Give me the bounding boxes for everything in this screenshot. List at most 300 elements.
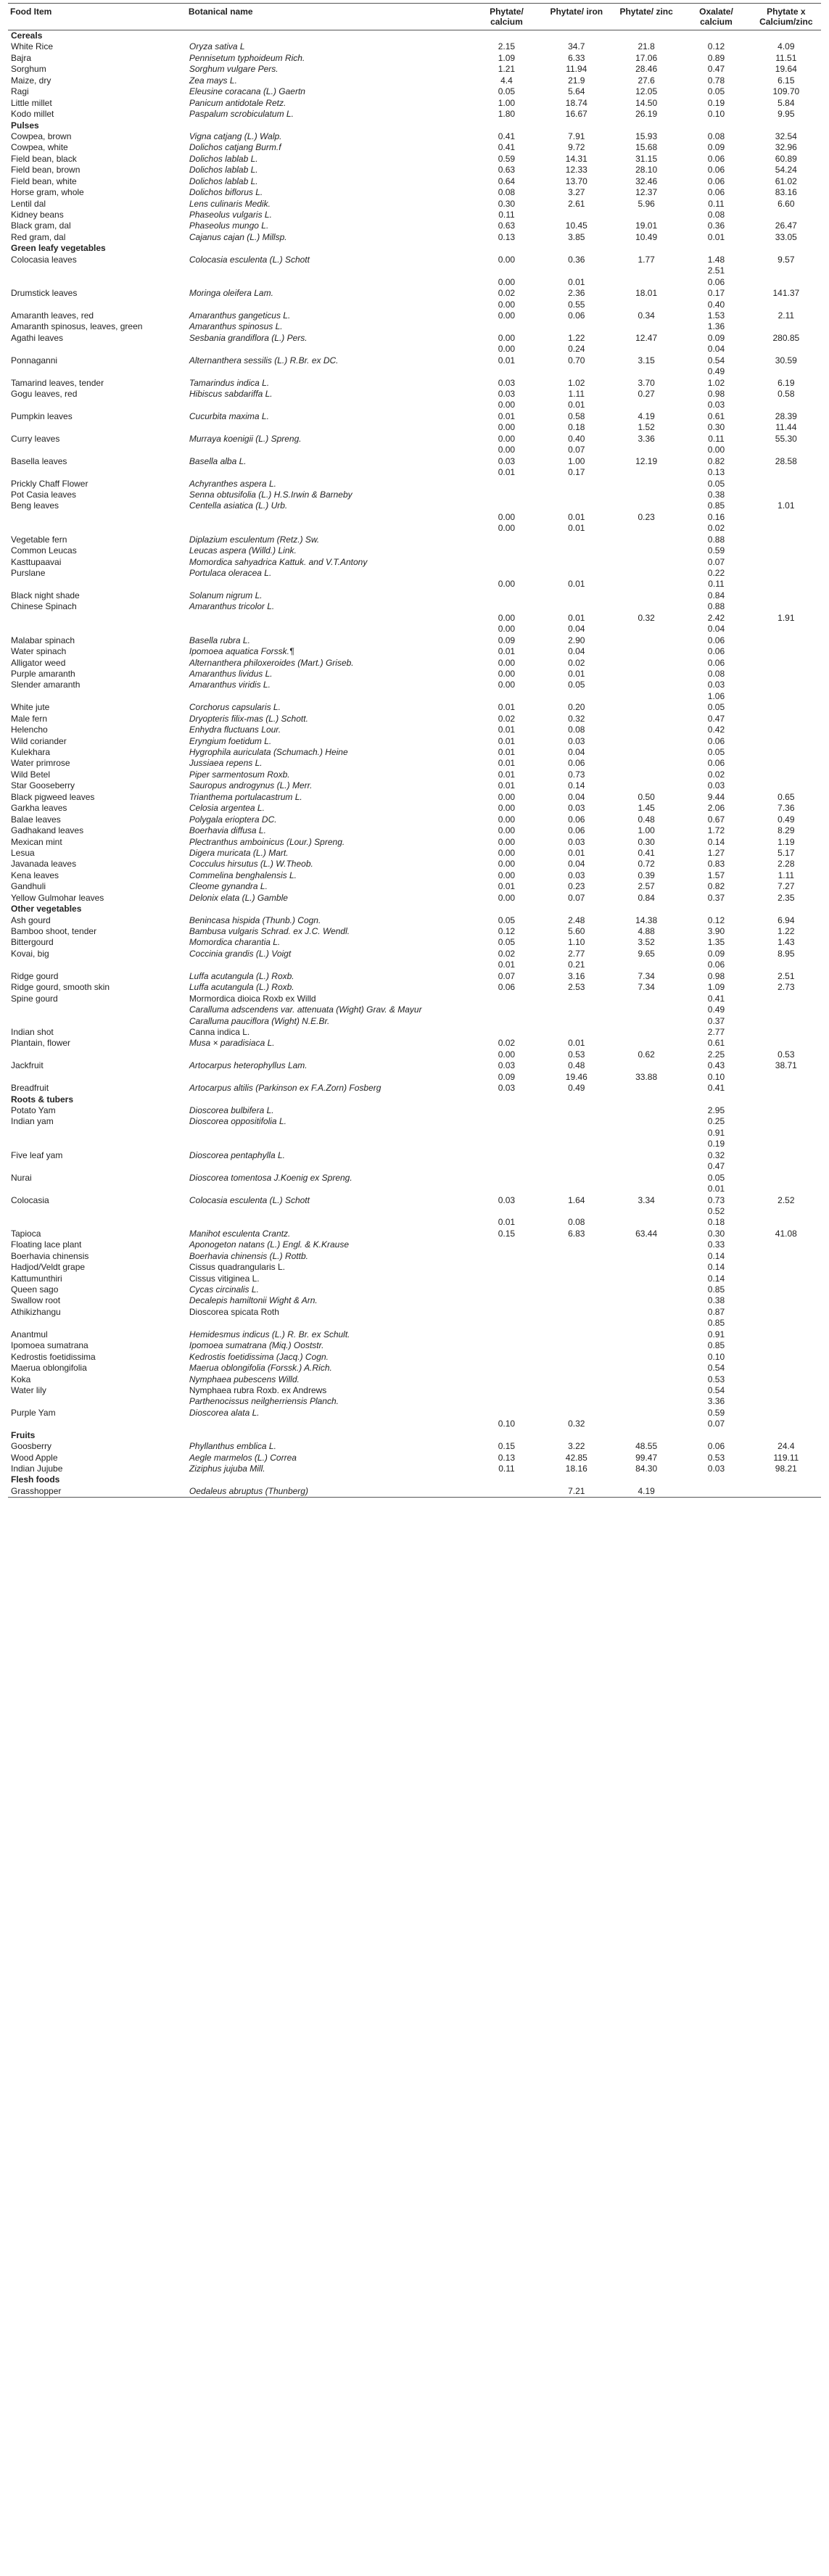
oxalate-calcium-cell: 0.12: [707, 915, 725, 925]
food-item-cell: Black gram, dal: [11, 220, 71, 231]
phytate-x-calcium-zinc-cell: [751, 512, 821, 523]
phytate-iron-cell: 0.02: [568, 657, 585, 668]
phytate-zinc-cell: [611, 1060, 681, 1071]
oxalate-calcium-cell: 1.57: [707, 870, 725, 880]
phytate-calcium-cell: [471, 1016, 541, 1027]
botanical-name-cell: Cajanus cajan (L.) Millsp.: [189, 231, 287, 242]
phytate-calcium-cell: [471, 1027, 541, 1038]
phytate-zinc-cell: [611, 445, 681, 455]
phytate-x-calcium-zinc-cell: 32.54: [775, 131, 797, 141]
food-item-cell: Ridge gourd, smooth skin: [11, 982, 110, 993]
phytate-iron-cell: [542, 490, 611, 500]
phytate-iron-cell: [542, 557, 611, 568]
food-item-cell: Purple amaranth: [11, 668, 75, 679]
phytate-zinc-cell: [611, 400, 681, 410]
phytate-x-calcium-zinc-cell: [751, 1251, 821, 1262]
phytate-calcium-cell: 0.00: [498, 859, 516, 870]
phytate-zinc-cell: [611, 1004, 681, 1015]
botanical-name-cell: Colocasia esculenta (L.) Schott: [189, 1194, 310, 1205]
food-item-cell: Alligator weed: [11, 657, 66, 668]
oxalate-calcium-cell: 0.19: [707, 1139, 725, 1149]
phytate-zinc-cell: [611, 646, 681, 657]
botanical-name-cell: Momordica charantia L.: [189, 937, 281, 948]
botanical-name-cell: Amaranthus tricolor L.: [189, 601, 275, 612]
food-item-cell: Tamarind leaves, tender: [11, 377, 104, 388]
botanical-name-cell: Dryopteris filix-mas (L.) Schott.: [189, 713, 308, 724]
phytate-iron-cell: [542, 1016, 611, 1027]
phytate-x-calcium-zinc-cell: [751, 1340, 821, 1351]
botanical-name-cell: Dioscorea pentaphylla L.: [189, 1149, 285, 1160]
oxalate-calcium-cell: 1.53: [707, 310, 725, 321]
oxalate-calcium-cell: 0.78: [707, 75, 725, 86]
oxalate-calcium-cell: 0.11: [708, 433, 725, 444]
phytate-calcium-cell: 0.05: [498, 915, 516, 925]
food-item-cell: [8, 1206, 186, 1217]
table-row: [8, 53, 821, 64]
table-row: [8, 400, 821, 410]
food-item-cell: Bittergourd: [11, 937, 54, 948]
oxalate-calcium-cell: 1.48: [707, 254, 725, 265]
phytate-calcium-cell: [471, 1239, 541, 1250]
botanical-name-cell: Bambusa vulgaris Schrad. ex J.C. Wendl.: [189, 926, 350, 936]
food-item-cell: Beng leaves: [11, 500, 59, 511]
phytate-zinc-cell: [611, 1374, 681, 1385]
phytate-iron-cell: [542, 1161, 611, 1172]
phytate-zinc-cell: 0.48: [638, 814, 655, 825]
phytate-calcium-cell: [471, 545, 541, 556]
botanical-name-cell: [186, 265, 471, 276]
section-row: [8, 1474, 821, 1485]
botanical-name-cell: Sauropus androgynus (L.) Merr.: [189, 780, 313, 791]
oxalate-calcium-cell: 0.83: [707, 859, 725, 870]
food-item-cell: Field bean, white: [11, 176, 77, 186]
food-item-cell: [8, 1128, 186, 1139]
phytate-x-calcium-zinc-cell: [751, 747, 821, 758]
phytate-zinc-cell: [611, 568, 681, 579]
phytate-x-calcium-zinc-cell: 7.27: [778, 881, 795, 892]
oxalate-calcium-cell: 0.84: [707, 590, 725, 600]
phytate-iron-cell: [542, 1184, 611, 1194]
table-row: [8, 1195, 821, 1206]
phytate-iron-cell: 1.11: [568, 389, 585, 399]
oxalate-calcium-cell: 0.25: [707, 1116, 725, 1127]
food-item-cell: Lesua: [11, 847, 35, 858]
oxalate-calcium-cell: 0.06: [707, 1441, 725, 1452]
phytate-iron-cell: [542, 1340, 611, 1351]
botanical-name-cell: Vigna catjang (L.) Walp.: [189, 131, 282, 141]
phytate-iron-cell: [542, 1150, 611, 1161]
phytate-x-calcium-zinc-cell: [751, 1396, 821, 1407]
oxalate-calcium-cell: 0.09: [707, 332, 725, 343]
phytate-x-calcium-zinc-cell: [751, 1217, 821, 1228]
botanical-name-cell: Artocarpus altilis (Parkinson ex F.A.Zorn) Fosberg: [189, 1083, 381, 1094]
botanical-name-cell: [186, 691, 471, 702]
oxalate-calcium-cell: 0.06: [707, 187, 725, 198]
phytate-calcium-cell: 0.00: [498, 579, 516, 590]
phytate-calcium-cell: 0.11: [498, 1464, 515, 1474]
phytate-iron-cell: 2.36: [568, 288, 585, 299]
phytate-iron-cell: 0.04: [568, 791, 585, 802]
phytate-x-calcium-zinc-cell: 33.05: [775, 231, 797, 242]
food-item-cell: Indian Jujube: [11, 1464, 63, 1474]
phytate-zinc-cell: [611, 1173, 681, 1184]
oxalate-calcium-cell: 0.89: [707, 52, 725, 63]
phytate-calcium-cell: 0.63: [498, 220, 516, 231]
phytate-zinc-cell: [611, 624, 681, 635]
phytate-zinc-cell: 3.70: [638, 377, 655, 388]
botanical-name-cell: [186, 344, 471, 355]
botanical-name-cell: Cleome gynandra L.: [189, 881, 268, 892]
phytate-x-calcium-zinc-cell: [751, 1408, 821, 1419]
food-item-cell: Balae leaves: [11, 814, 61, 825]
phytate-calcium-cell: 0.64: [498, 176, 516, 186]
botanical-name-cell: [186, 400, 471, 410]
oxalate-calcium-cell: 0.08: [707, 668, 725, 679]
phytate-iron-cell: 9.72: [568, 142, 585, 153]
botanical-name-cell: Basella alba L.: [189, 455, 247, 466]
food-item-cell: Ponnaganni: [11, 355, 58, 366]
phytate-zinc-cell: [611, 959, 681, 970]
food-item-cell: [8, 959, 186, 970]
food-item-cell: Jackfruit: [11, 1060, 44, 1071]
phytate-calcium-cell: [471, 1105, 541, 1116]
food-item-cell: Field bean, black: [11, 153, 77, 164]
botanical-name-cell: Amaranthus viridis L.: [189, 680, 271, 690]
phytate-x-calcium-zinc-cell: [751, 534, 821, 545]
table-row: [8, 1173, 821, 1184]
phytate-calcium-cell: 0.01: [498, 724, 516, 735]
table-row: [8, 680, 821, 690]
botanical-name-cell: [186, 1206, 471, 1217]
table-row: [8, 109, 821, 120]
table-row: [8, 1083, 821, 1094]
phytate-x-calcium-zinc-cell: 1.91: [778, 612, 795, 623]
table-row: [8, 1340, 821, 1351]
phytate-calcium-cell: 0.03: [498, 455, 516, 466]
phytate-calcium-cell: 2.15: [498, 41, 516, 52]
table-row: [8, 1408, 821, 1419]
phytate-zinc-cell: [611, 479, 681, 490]
table-row: [8, 220, 821, 231]
table-row: [8, 1307, 821, 1318]
oxalate-calcium-cell: 0.03: [707, 1464, 725, 1474]
phytate-iron-cell: 0.04: [568, 624, 585, 635]
food-item-cell: Kasttupaavai: [11, 556, 62, 567]
phytate-x-calcium-zinc-cell: [751, 680, 821, 690]
phytate-zinc-cell: 3.34: [638, 1194, 655, 1205]
phytate-x-calcium-zinc-cell: [751, 601, 821, 612]
botanical-name-cell: Maerua oblongifolia (Forssk.) A.Rich.: [189, 1363, 332, 1374]
phytate-calcium-cell: 0.07: [498, 970, 516, 981]
food-item-cell: Swallow root: [11, 1295, 61, 1306]
table-row: [8, 646, 821, 657]
phytate-calcium-cell: 0.00: [498, 847, 516, 858]
botanical-name-cell: [186, 613, 471, 624]
oxalate-calcium-cell: 0.91: [707, 1127, 725, 1138]
botanical-name-cell: Parthenocissus neilgherriensis Planch.: [189, 1396, 339, 1407]
phytate-x-calcium-zinc-cell: 0.58: [778, 389, 795, 399]
food-item-cell: Breadfruit: [11, 1083, 49, 1094]
food-item-cell: [8, 523, 186, 534]
table-row: [8, 792, 821, 803]
botanical-name-cell: Decalepis hamiltonii Wight & Arn.: [189, 1295, 318, 1306]
table-row: [8, 1184, 821, 1194]
food-item-cell: Field bean, brown: [11, 165, 81, 176]
phytate-zinc-cell: [611, 714, 681, 724]
food-item-cell: [8, 422, 186, 433]
phytate-x-calcium-zinc-cell: 9.57: [778, 254, 795, 265]
table-row: [8, 613, 821, 624]
table-row: [8, 926, 821, 937]
phytate-iron-cell: 0.05: [568, 680, 585, 690]
botanical-name-cell: Dioscorea oppositifolia L.: [189, 1116, 286, 1127]
phytate-x-calcium-zinc-cell: [751, 590, 821, 601]
phytate-iron-cell: 0.58: [568, 410, 585, 421]
phytate-calcium-cell: [471, 500, 541, 511]
food-item-cell: Kulekhara: [11, 747, 51, 757]
phytate-iron-cell: 18.16: [565, 1464, 587, 1474]
phytate-zinc-cell: 7.34: [638, 982, 655, 993]
table-row: [8, 1217, 821, 1228]
food-item-cell: [8, 1049, 186, 1060]
food-item-cell: Nurai: [11, 1172, 32, 1183]
phytate-iron-cell: 0.14: [568, 780, 585, 791]
botanical-name-cell: Mormordica dioica Roxb ex Willd: [189, 993, 316, 1004]
phytate-iron-cell: [542, 691, 611, 702]
phytate-iron-cell: 0.18: [568, 422, 585, 433]
phytate-calcium-cell: 0.09: [498, 1071, 516, 1082]
phytate-iron-cell: 11.94: [566, 64, 587, 75]
table-row: [8, 64, 821, 75]
phytate-x-calcium-zinc-cell: 30.59: [775, 355, 797, 366]
food-item-cell: Indian yam: [11, 1116, 54, 1127]
phytate-calcium-cell: 0.59: [498, 153, 516, 164]
oxalate-calcium-cell: 1.72: [707, 825, 725, 836]
phytate-iron-cell: 0.01: [568, 612, 585, 623]
food-item-cell: [8, 1419, 186, 1429]
oxalate-calcium-cell: 0.08: [707, 210, 725, 220]
phytate-zinc-cell: [611, 366, 681, 377]
phytate-calcium-cell: 0.10: [498, 1419, 516, 1429]
phytate-x-calcium-zinc-cell: 28.39: [775, 410, 797, 421]
phytate-iron-cell: 3.16: [568, 970, 585, 981]
food-item-cell: Curry leaves: [11, 433, 60, 444]
phytate-calcium-cell: 0.06: [498, 982, 516, 993]
phytate-iron-cell: [542, 1385, 611, 1396]
phytate-zinc-cell: [611, 1396, 681, 1407]
botanical-name-cell: Trianthema portulacastrum L.: [189, 791, 302, 802]
table-row: [8, 1060, 821, 1071]
oxalate-calcium-cell: 0.06: [707, 657, 725, 668]
phytate-iron-cell: 0.01: [568, 276, 585, 287]
food-item-cell: [8, 366, 186, 377]
botanical-name-cell: Sesbania grandiflora (L.) Pers.: [189, 332, 308, 343]
botanical-name-cell: Celosia argentea L.: [189, 803, 265, 814]
botanical-name-cell: [186, 445, 471, 455]
phytate-zinc-cell: 28.10: [635, 165, 658, 176]
phytate-x-calcium-zinc-cell: [751, 1027, 821, 1038]
oxalate-calcium-cell: 0.37: [707, 892, 725, 903]
phytate-calcium-cell: 0.01: [498, 702, 516, 713]
phytate-iron-cell: 0.55: [568, 299, 585, 310]
phytate-zinc-cell: 2.57: [638, 881, 655, 892]
table-row: [8, 870, 821, 881]
botanical-name-cell: Dioscorea bulbifera L.: [189, 1105, 274, 1115]
phytate-x-calcium-zinc-cell: 9.95: [778, 109, 795, 120]
phytate-x-calcium-zinc-cell: 11.44: [775, 422, 797, 433]
phytate-zinc-cell: [611, 669, 681, 680]
phytate-zinc-cell: 4.19: [611, 1486, 681, 1498]
botanical-name-cell: Sorghum vulgare Pers.: [189, 64, 279, 75]
phytate-x-calcium-zinc-cell: 2.35: [778, 892, 795, 903]
food-item-cell: [8, 613, 186, 624]
table-row: [8, 1396, 821, 1407]
botanical-name-cell: Hibiscus sabdariffa L.: [189, 389, 273, 399]
table-row: [8, 1262, 821, 1273]
table-row: [8, 982, 821, 993]
table-row: [8, 1441, 821, 1452]
oxalate-calcium-cell: 0.05: [707, 747, 725, 757]
phytate-calcium-cell: 0.08: [498, 187, 516, 198]
phytate-iron-cell: [542, 1307, 611, 1318]
table-row: [8, 1004, 821, 1015]
phytate-calcium-cell: 0.05: [498, 937, 516, 948]
botanical-name-cell: Lens culinaris Medik.: [189, 198, 271, 209]
botanical-name-cell: Amaranthus spinosus L.: [189, 321, 283, 332]
phytate-iron-cell: 1.00: [568, 455, 585, 466]
table-row: [8, 1105, 821, 1116]
phytate-zinc-cell: [611, 1385, 681, 1396]
table-row: [8, 378, 821, 389]
botanical-name-cell: [186, 277, 471, 288]
phytate-zinc-cell: 14.50: [635, 97, 658, 108]
oxalate-calcium-cell: 0.38: [707, 489, 725, 500]
table-row: [8, 165, 821, 176]
phytate-x-calcium-zinc-cell: 4.09: [778, 41, 795, 52]
phytate-calcium-cell: [471, 366, 541, 377]
oxalate-calcium-cell: 0.40: [707, 299, 725, 310]
phytate-calcium-cell: 0.00: [498, 276, 516, 287]
phytate-x-calcium-zinc-cell: [751, 557, 821, 568]
phytate-calcium-cell: 0.03: [498, 377, 516, 388]
food-item-cell: White jute: [11, 702, 50, 713]
botanical-name-cell: [186, 1049, 471, 1060]
table-row: [8, 1329, 821, 1340]
oxalate-calcium-cell: 0.41: [707, 993, 725, 1004]
phytate-zinc-cell: [611, 747, 681, 758]
phytate-zinc-cell: 0.72: [638, 859, 655, 870]
phytate-x-calcium-zinc-cell: 83.16: [775, 187, 797, 198]
phytate-x-calcium-zinc-cell: [751, 1150, 821, 1161]
botanical-name-cell: Phaseolus mungo L.: [189, 220, 269, 231]
phytate-x-calcium-zinc-cell: 1.43: [778, 937, 795, 948]
food-item-cell: Colocasia: [11, 1194, 49, 1205]
table-row: [8, 635, 821, 646]
phytate-x-calcium-zinc-cell: [751, 635, 821, 646]
table-row: [8, 1273, 821, 1284]
food-item-cell: Prickly Chaff Flower: [11, 478, 88, 489]
botanical-name-cell: Delonix elata (L.) Gamble: [189, 892, 288, 903]
oxalate-calcium-cell: 1.35: [707, 937, 725, 948]
oxalate-calcium-cell: 0.07: [707, 1419, 725, 1429]
botanical-name-cell: Solanum nigrum L.: [189, 590, 263, 600]
oxalate-calcium-cell: 0.05: [707, 702, 725, 713]
oxalate-calcium-cell: 1.02: [707, 377, 725, 388]
phytate-calcium-cell: 0.00: [498, 657, 516, 668]
phytate-calcium-cell: [471, 1139, 541, 1149]
botanical-name-cell: Cissus vitiginea L.: [189, 1273, 260, 1284]
phytate-zinc-cell: 1.00: [638, 825, 655, 836]
phytate-x-calcium-zinc-cell: [751, 1363, 821, 1374]
oxalate-calcium-cell: 0.85: [707, 1340, 725, 1351]
phytate-zinc-cell: [611, 557, 681, 568]
botanical-name-cell: Eleusine coracana (L.) Gaertn: [189, 86, 305, 97]
phytate-x-calcium-zinc-cell: [751, 724, 821, 735]
oxalate-calcium-cell: 0.42: [707, 724, 725, 735]
food-item-cell: [8, 1072, 186, 1083]
phytate-calcium-cell: 0.30: [498, 198, 516, 209]
food-item-cell: Red gram, dal: [11, 231, 66, 242]
food-item-cell: Goosberry: [11, 1441, 52, 1452]
header-botanical-name: Botanical name: [186, 4, 471, 30]
phytate-calcium-cell: [471, 1150, 541, 1161]
oxalate-calcium-cell: 0.11: [708, 198, 725, 209]
table-row: [8, 355, 821, 366]
phytate-calcium-cell: 0.11: [498, 210, 515, 220]
phytate-calcium-cell: 0.00: [498, 814, 516, 825]
botanical-name-cell: Caralluma adscendens var. attenuata (Wight) Grav. & Mayur: [189, 1004, 422, 1015]
oxalate-calcium-cell: 0.73: [707, 1194, 725, 1205]
section-heading: Roots & tubers: [11, 1094, 74, 1105]
table-row: [8, 724, 821, 735]
oxalate-calcium-cell: 0.14: [707, 1250, 725, 1261]
phytate-x-calcium-zinc-cell: [751, 1161, 821, 1172]
table-row: [8, 344, 821, 355]
phytate-calcium-cell: [471, 490, 541, 500]
table-row: [8, 1161, 821, 1172]
oxalate-calcium-cell: 0.06: [707, 276, 725, 287]
phytate-x-calcium-zinc-cell: [751, 321, 821, 332]
phytate-x-calcium-zinc-cell: [751, 1038, 821, 1049]
table-row: [8, 803, 821, 814]
botanical-name-cell: Dolichos biflorus L.: [189, 187, 263, 198]
phytate-zinc-cell: [611, 1273, 681, 1284]
phytate-x-calcium-zinc-cell: [751, 1385, 821, 1396]
phytate-calcium-cell: [471, 691, 541, 702]
oxalate-calcium-cell: 0.30: [707, 1228, 725, 1239]
section-row: [8, 30, 821, 42]
oxalate-calcium-cell: 0.37: [707, 1015, 725, 1026]
phytate-calcium-cell: [471, 1295, 541, 1306]
oxalate-calcium-cell: 0.53: [707, 1452, 725, 1463]
phytate-iron-cell: 0.01: [568, 847, 585, 858]
phytate-zinc-cell: 0.84: [638, 892, 655, 903]
botanical-name-cell: [186, 1128, 471, 1139]
phytate-iron-cell: 0.49: [568, 1083, 585, 1094]
table-row: [8, 881, 821, 892]
phytate-calcium-cell: [471, 1206, 541, 1217]
table-row: [8, 568, 821, 579]
table-row: [8, 333, 821, 344]
table-row: [8, 1363, 821, 1374]
botanical-name-cell: Dolichos lablab L.: [189, 153, 258, 164]
phytate-iron-cell: [542, 210, 611, 220]
phytate-calcium-cell: [471, 1318, 541, 1329]
phytate-zinc-cell: [611, 1206, 681, 1217]
botanical-name-cell: Tamarindus indica L.: [189, 377, 270, 388]
botanical-name-cell: Senna obtusifolia (L.) H.S.Irwin & Barneby: [189, 489, 352, 500]
oxalate-calcium-cell: 0.59: [707, 545, 725, 556]
